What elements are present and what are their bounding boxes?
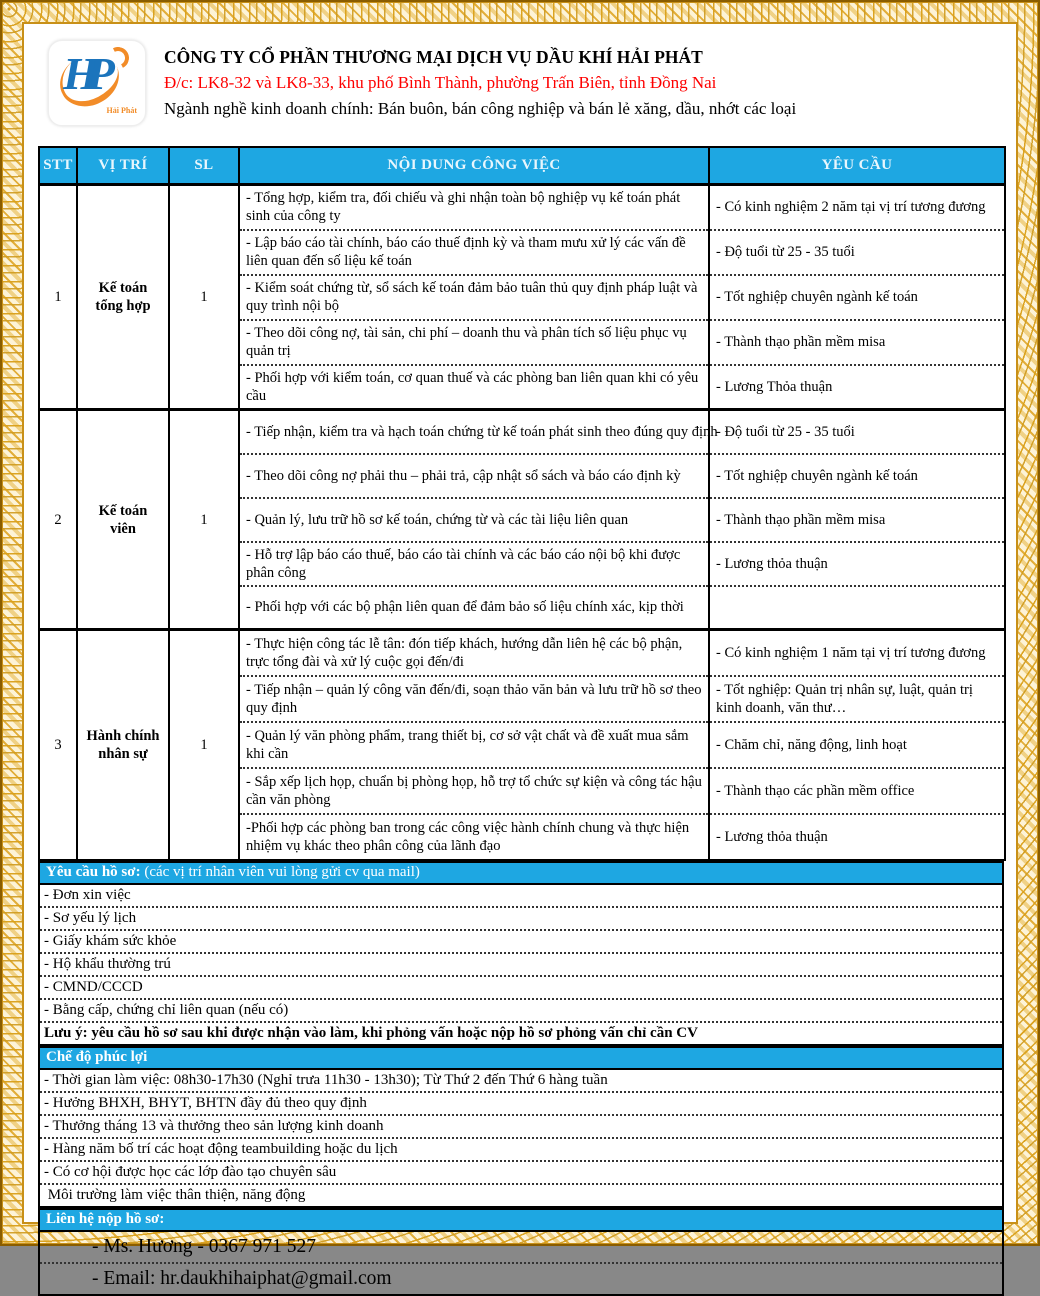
section-bar-benefits — [38, 1046, 1004, 1070]
job-task: - Thực hiện công tác lễ tân: đón tiếp khách, hướng dẫn liên hệ các bộ phận, trực tổng đài và xử lý cuộc gọi đến/đi — [239, 630, 709, 676]
job-stt: 3 — [39, 630, 77, 860]
column-header: SL — [169, 147, 239, 185]
column-header: YÊU CẦU — [709, 147, 1005, 185]
job-requirement — [709, 586, 1005, 630]
dossier-item: - Giấy khám sức khỏe — [40, 931, 1002, 954]
job-sl: 1 — [169, 410, 239, 630]
benefit-item: - Hàng năm bố trí các hoạt động teambuilding hoặc du lịch — [40, 1139, 1002, 1162]
company-logo — [48, 40, 146, 126]
job-task: -Phối hợp các phòng ban trong các công việc hành chính chung và thực hiện nhiệm vụ khác theo phân công của lãnh đạo — [239, 814, 709, 860]
job-stt: 2 — [39, 410, 77, 630]
job-requirement: - Chăm chỉ, năng động, linh hoạt — [709, 722, 1005, 768]
job-requirement: - Thành thạo các phần mềm office — [709, 768, 1005, 814]
company-name: CÔNG TY CỔ PHẦN THƯƠNG MẠI DỊCH VỤ DẦU KHÍ HẢI PHÁT — [164, 47, 703, 67]
dossier-item: - Sơ yếu lý lịch — [40, 908, 1002, 931]
contact-item: - Ms. Hương - 0367 971 527 — [40, 1232, 1002, 1264]
job-task: - Quản lý văn phòng phẩm, trang thiết bị, cơ sở vật chất và đề xuất mua sắm khi cần — [239, 722, 709, 768]
logo-monogram: HP — [63, 48, 103, 99]
jobs-table — [38, 146, 1006, 861]
dossier-item: - CMND/CCCD — [40, 977, 1002, 1000]
section-bar-contact — [38, 1208, 1004, 1232]
dossier-item: - Bằng cấp, chứng chỉ liên quan (nếu có) — [40, 1000, 1002, 1023]
job-task: - Phối hợp với các bộ phận liên quan để đảm bảo số liệu chính xác, kịp thời — [239, 586, 709, 630]
company-business-line: Ngành nghề kinh doanh chính: Bán buôn, bán công nghiệp và bán lẻ xăng, dầu, nhớt các loại — [164, 99, 797, 118]
document-sheet — [22, 22, 1018, 1289]
table-row — [39, 630, 1005, 676]
job-task: - Kiểm soát chứng từ, sổ sách kế toán đảm bảo tuân thủ quy định pháp luật và quy trình nội bộ — [239, 275, 709, 320]
job-requirement: - Tốt nghiệp chuyên ngành kế toán — [709, 275, 1005, 320]
job-requirement: - Thành thạo phần mềm misa — [709, 498, 1005, 542]
contact-item: - Email: hr.daukhihaiphat@gmail.com — [92, 1267, 392, 1289]
contact-title: Liên hệ nộp hồ sơ: — [46, 1210, 165, 1227]
job-sl: 1 — [169, 630, 239, 860]
job-requirement: - Tốt nghiệp chuyên ngành kế toán — [709, 454, 1005, 498]
company-address: Đ/c: LK8-32 và LK8-33, khu phố Bình Thành, phường Trấn Biên, tỉnh Đồng Nai — [164, 73, 717, 92]
dossier-note: Lưu ý: yêu cầu hồ sơ sau khi được nhận vào làm, khi phỏng vấn hoặc nộp hồ sơ phỏng vấn chỉ cần CV — [44, 1024, 698, 1041]
benefits-title: Chế độ phúc lợi — [46, 1048, 148, 1065]
job-position: Kế toán tổng hợp — [77, 185, 169, 410]
job-task: - Tiếp nhận – quản lý công văn đến/đi, soạn thảo văn bản và lưu trữ hồ sơ theo quy định — [239, 676, 709, 722]
dossier-item: - Hộ khẩu thường trú — [40, 954, 1002, 977]
job-requirement: - Lương Thỏa thuận — [709, 365, 1005, 410]
job-task: - Theo dõi công nợ, tài sản, chi phí – doanh thu và phân tích số liệu phục vụ quản trị — [239, 320, 709, 365]
job-requirement: - Thành thạo phần mềm misa — [709, 320, 1005, 365]
column-header: STT — [39, 147, 77, 185]
column-header: NỘI DUNG CÔNG VIỆC — [239, 147, 709, 185]
company-header — [48, 38, 1004, 134]
job-task: - Lập báo cáo tài chính, báo cáo thuế định kỳ và tham mưu xử lý các vấn đề liên quan đến số liệu kế toán — [239, 230, 709, 275]
job-task: - Sắp xếp lịch họp, chuẩn bị phòng họp, hỗ trợ tổ chức sự kiện và công tác hậu cần văn phòng — [239, 768, 709, 814]
job-requirement: - Độ tuổi từ 25 - 35 tuổi — [709, 410, 1005, 454]
jobs-table-wrapper — [38, 146, 1002, 861]
job-task: - Tiếp nhận, kiểm tra và hạch toán chứng từ kế toán phát sinh theo đúng quy định — [239, 410, 709, 454]
benefit-item: Môi trường làm việc thân thiện, năng động — [44, 1186, 306, 1203]
benefit-item: - Hưởng BHXH, BHYT, BHTN đầy đủ theo quy định — [40, 1093, 1002, 1116]
logo-subtext: Hải Phát — [106, 106, 137, 115]
job-position: Hành chính nhân sự — [77, 630, 169, 860]
job-requirement: - Có kinh nghiệm 1 năm tại vị trí tương đương — [709, 630, 1005, 676]
table-row — [39, 410, 1005, 454]
job-task: - Hỗ trợ lập báo cáo thuế, báo cáo tài chính và các báo cáo nội bộ khi được phân công — [239, 542, 709, 586]
job-sl: 1 — [169, 185, 239, 410]
benefit-item: - Thưởng tháng 13 và thưởng theo sản lượng kinh doanh — [40, 1116, 1002, 1139]
dossier-item: - Đơn xin việc — [40, 885, 1002, 908]
job-stt: 1 — [39, 185, 77, 410]
jobs-table-header-row — [39, 147, 1005, 185]
column-header: VỊ TRÍ — [77, 147, 169, 185]
job-task: - Quản lý, lưu trữ hồ sơ kế toán, chứng từ và các tài liệu liên quan — [239, 498, 709, 542]
dossier-group — [38, 885, 1004, 1046]
table-row — [39, 185, 1005, 230]
job-requirement: - Có kinh nghiệm 2 năm tại vị trí tương đương — [709, 185, 1005, 230]
section-bar-dossier — [38, 861, 1004, 885]
job-requirement: - Lương thỏa thuận — [709, 814, 1005, 860]
contact-group — [38, 1232, 1004, 1296]
job-task: - Theo dõi công nợ phải thu – phải trả, cập nhật sổ sách và báo cáo định kỳ — [239, 454, 709, 498]
company-info — [164, 38, 796, 122]
job-task: - Tổng hợp, kiểm tra, đối chiếu và ghi nhận toàn bộ nghiệp vụ kế toán phát sinh của công ty — [239, 185, 709, 230]
dossier-title: Yêu cầu hồ sơ: — [46, 863, 141, 880]
job-position: Kế toán viên — [77, 410, 169, 630]
job-requirement: - Độ tuổi từ 25 - 35 tuổi — [709, 230, 1005, 275]
benefits-group — [38, 1070, 1004, 1208]
job-task: - Phối hợp với kiểm toán, cơ quan thuế và các phòng ban liên quan khi có yêu cầu — [239, 365, 709, 410]
job-requirement: - Tốt nghiệp: Quản trị nhân sự, luật, quản trị kinh doanh, văn thư… — [709, 676, 1005, 722]
job-requirement: - Lương thỏa thuận — [709, 542, 1005, 586]
benefit-item: - Có cơ hội được học các lớp đào tạo chuyên sâu — [40, 1162, 1002, 1185]
dossier-title-note: (các vị trí nhân viên vui lòng gửi cv qua mail) — [140, 863, 420, 880]
benefit-item: - Thời gian làm việc: 08h30-17h30 (Nghỉ trưa 11h30 - 13h30); Từ Thứ 2 đến Thứ 6 hàng tuần — [40, 1070, 1002, 1093]
